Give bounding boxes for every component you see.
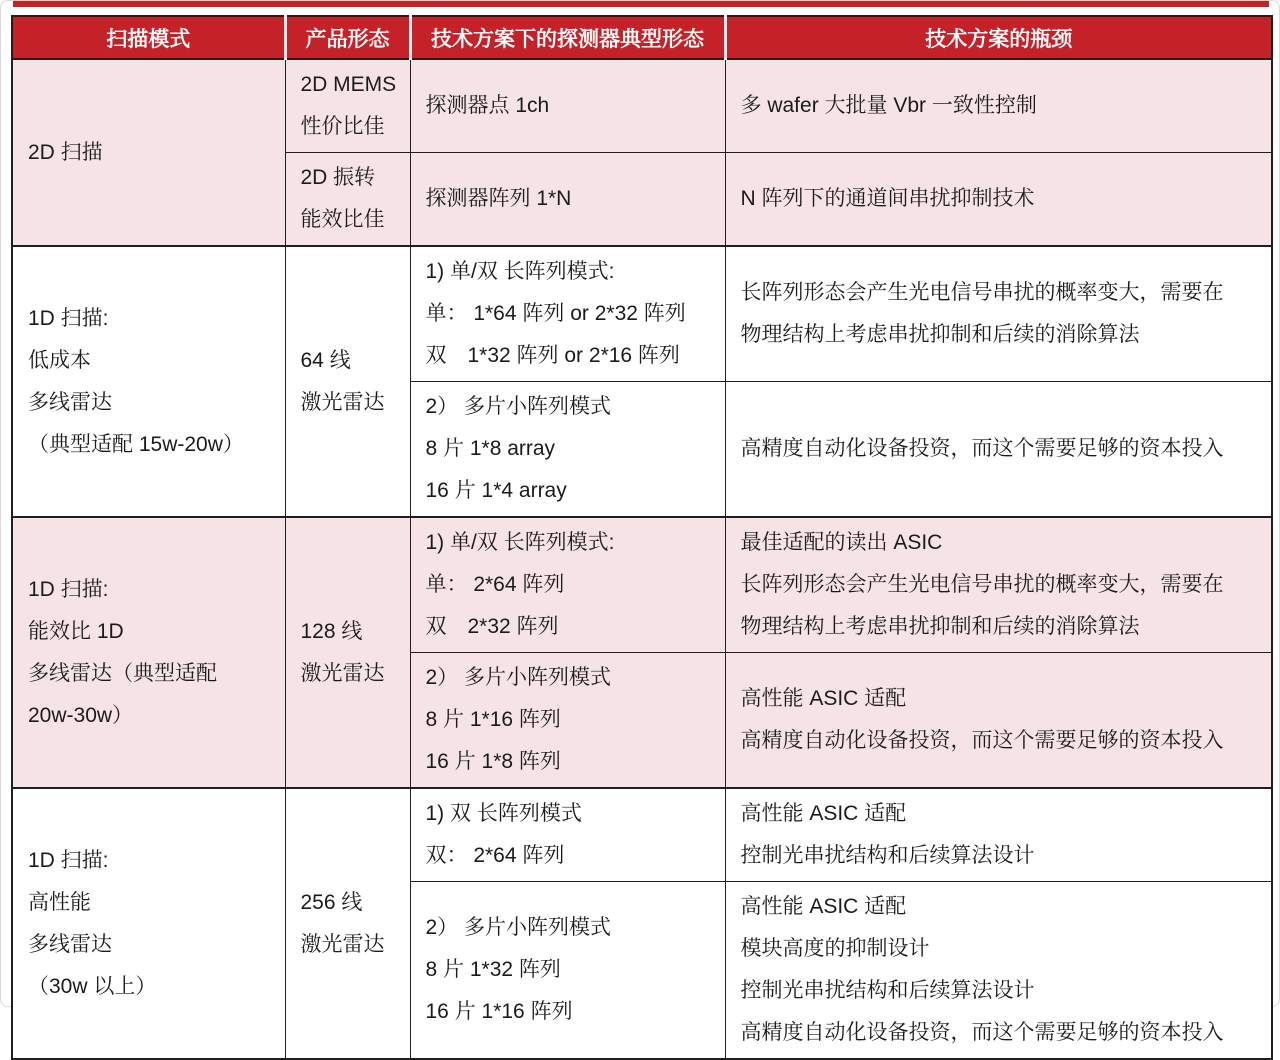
cell-line: 激光雷达 [300,932,385,956]
cell-line: 2D 振转 [300,166,376,189]
cell-line: 最佳适配的读出 ASIC [740,531,943,554]
header-detector-form: 技术方案下的探测器典型形态 [410,16,725,59]
cell-line: 控制光串扰结构和后续算法设计 [740,979,1035,1002]
cell-line: 1) 双 长阵列模式 [425,802,582,825]
table-row [12,788,1272,882]
cell-line: 物理结构上考虑串扰抑制和后续的消除算法 [740,615,1140,638]
bottleneck-cell [725,382,1272,518]
detector-cell [410,882,725,1060]
cell-line: 控制光串扰结构和后续算法设计 [740,844,1035,867]
cell-line: 探测器点 1ch [425,94,550,117]
cell-line: 高性能 ASIC 适配 [740,802,907,825]
bottleneck-cell [725,59,1272,153]
cell-line: 双： 2*64 阵列 [425,844,565,867]
product-form-cell [285,59,410,153]
product-form-cell [285,246,410,517]
cell-line: 多线雷达 [28,932,112,956]
bottleneck-cell [725,882,1272,1060]
cell-line: N 阵列下的通道间串扰抑制技术 [740,187,1035,210]
detector-cell [410,59,725,153]
cell-line: 高性能 ASIC 适配 [740,895,907,918]
detector-cell [410,246,725,382]
cell-line: 高性能 ASIC 适配 [740,687,907,710]
cell-line: 物理结构上考虑串扰抑制和后续的消除算法 [740,323,1140,346]
cell-line: 单： 1*64 阵列 or 2*32 阵列 [425,302,686,325]
table-row [12,246,1272,382]
top-red-rule [13,1,1269,7]
section-2d-scan [12,59,1272,246]
detector-cell [410,153,725,247]
section-128-line [12,517,1272,788]
cell-line: 1) 单/双 长阵列模式: [425,260,615,283]
header-product-form: 产品形态 [285,16,410,59]
cell-line: 16 片 1*4 array [425,479,567,502]
product-form-cell [285,153,410,247]
scan-mode-cell [12,788,285,1059]
cell-line: 64 线 [300,348,351,372]
cell-line: 性价比佳 [300,115,385,138]
cell-line: 1D 扫描: [28,306,109,330]
cell-line: 1) 单/双 长阵列模式: [425,531,615,554]
header-row [12,16,1272,59]
cell-line: 20w-30w） [28,703,134,727]
cell-line: 高精度自动化设备投资，而这个需要足够的资本投入 [740,437,1224,460]
cell-line: 8 片 1*32 阵列 [425,958,561,981]
cell-line: 能效比 1D [28,619,124,643]
bottleneck-cell [725,153,1272,247]
scan-mode-cell [12,517,285,788]
product-form-cell [285,517,410,788]
cell-line: 8 片 1*8 array [425,437,556,460]
lidar-solutions-table [11,15,1273,1060]
cell-line: 16 片 1*8 阵列 [425,750,561,773]
cell-line: 双 2*32 阵列 [425,615,559,638]
bottleneck-cell [725,788,1272,882]
detector-cell [410,653,725,789]
bottleneck-cell [725,246,1272,382]
bottleneck-cell [725,653,1272,789]
cell-line: 2D 扫描 [28,140,103,164]
table-header [12,16,1272,59]
cell-line: 8 片 1*16 阵列 [425,708,561,731]
cell-line: （典型适配 15w-20w） [28,432,244,456]
cell-line: 双 1*32 阵列 or 2*16 阵列 [425,344,680,367]
cell-line: 1D 扫描: [28,848,109,872]
cell-line: （30w 以上） [28,974,157,998]
section-256-line [12,788,1272,1059]
cell-line: 多 wafer 大批量 Vbr 一致性控制 [740,94,1037,117]
cell-line: 2D MEMS [300,73,397,96]
cell-line: 2） 多片小阵列模式 [425,916,612,939]
cell-line: 能效比佳 [300,208,385,231]
cell-line: 16 片 1*16 阵列 [425,1000,573,1023]
cell-line: 长阵列形态会产生光电信号串扰的概率变大，需要在 [740,573,1224,596]
scan-mode-cell [12,246,285,517]
cell-line: 256 线 [300,890,363,914]
product-form-cell [285,788,410,1059]
table-row [12,517,1272,653]
cell-line: 单： 2*64 阵列 [425,573,565,596]
cell-line: 128 线 [300,619,363,643]
bottleneck-cell [725,517,1272,653]
detector-cell [410,517,725,653]
cell-line: 激光雷达 [300,390,385,414]
cell-line: 高精度自动化设备投资，而这个需要足够的资本投入 [740,729,1224,752]
cell-line: 高性能 [28,890,91,914]
header-bottleneck: 技术方案的瓶颈 [725,16,1272,59]
cell-line: 多线雷达 [28,390,112,414]
table-row [12,59,1272,153]
cell-line: 2） 多片小阵列模式 [425,395,612,418]
cell-line: 模块高度的抑制设计 [740,937,930,960]
cell-line: 1D 扫描: [28,577,109,601]
cell-line: 2） 多片小阵列模式 [425,666,612,689]
cell-line: 多线雷达（典型适配 [28,661,217,685]
detector-cell [410,382,725,518]
section-64-line [12,246,1272,517]
cell-line: 长阵列形态会产生光电信号串扰的概率变大，需要在 [740,281,1224,304]
cell-line: 低成本 [28,348,91,372]
header-scan-mode: 扫描模式 [12,16,285,59]
scan-mode-cell [12,59,285,246]
cell-line: 高精度自动化设备投资，而这个需要足够的资本投入 [740,1021,1224,1044]
cell-line: 激光雷达 [300,661,385,685]
cell-line: 探测器阵列 1*N [425,187,572,210]
detector-cell [410,788,725,882]
